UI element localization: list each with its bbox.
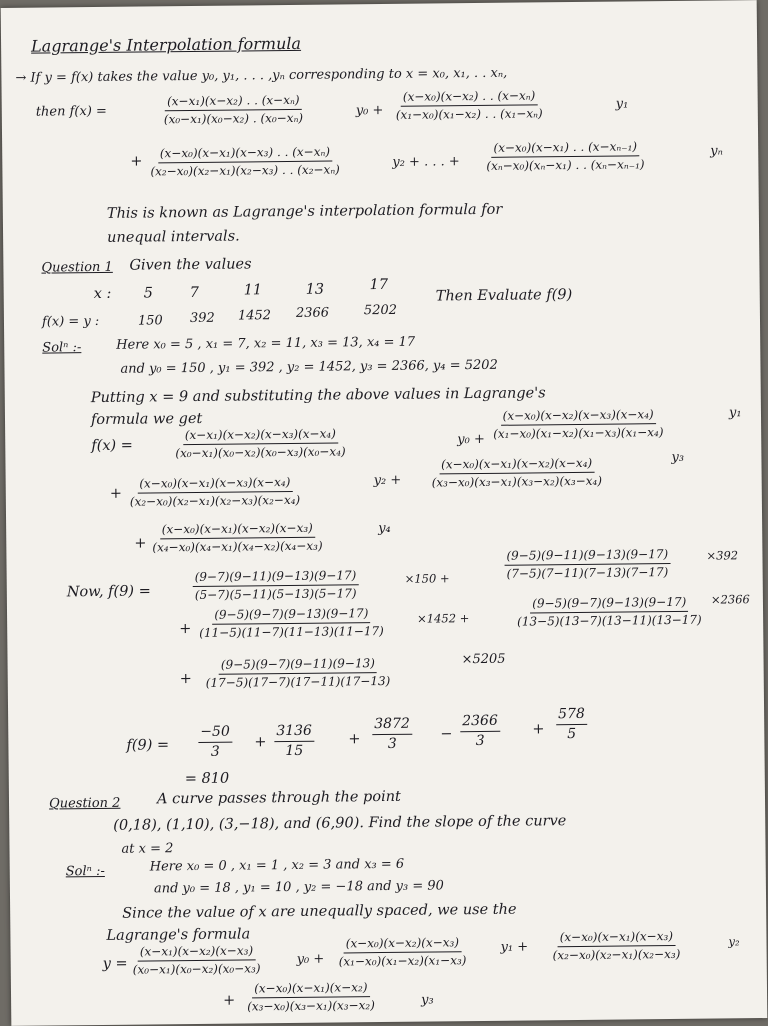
intro-term-0 <box>162 93 306 127</box>
numerator: (9−7)(9−11)(9−13)(9−17) <box>193 568 359 587</box>
numerator: −50 <box>198 724 232 743</box>
q1-result-term-1 <box>274 723 314 760</box>
denominator: (x₁−x₀)(x₁−x₂) . . (x₁−xₙ) <box>395 106 543 122</box>
denominator: (x₃−x₀)(x₃−x₁)(x₃−x₂) <box>247 998 375 1014</box>
q2-formula-term-1-y: y₁ + <box>500 939 529 955</box>
q2-solution-label: Solⁿ :- <box>65 863 105 880</box>
q1-now: Now, f(9) = <box>66 583 151 601</box>
q2-and-y: and y₀ = 18 , y₁ = 10 , y₂ = −18 and y₃ = 90 <box>153 878 444 897</box>
intro-term-1-y: y₁ <box>615 96 629 112</box>
q1-putting-2: formula we get <box>90 410 203 429</box>
q1-formula-term-0 <box>173 426 348 461</box>
page-title: Lagrange's Interpolation formula <box>30 33 302 56</box>
q1-putting-1: Putting x = 9 and substituting the above values in Lagrange's <box>90 385 546 407</box>
q2-heading: Question 2 <box>48 795 121 812</box>
q1-formula-term-4 <box>150 521 325 556</box>
denominator: 15 <box>285 742 304 760</box>
numerator: (9−5)(9−7)(9−13)(9−17) <box>212 606 370 625</box>
denominator: 3 <box>387 735 397 752</box>
q2-line-2: (0,18), (1,10), (3,−18), and (6,90). Find the slope of the curve <box>113 813 567 834</box>
q1-substitution-term-2-mul: ×1452 + <box>417 611 470 626</box>
numerator: (x−x₀)(x−x₁)(x−x₃) <box>558 929 675 947</box>
q1-here: Here x₀ = 5 , x₁ = 7, x₂ = 11, x₃ = 13, x₄ = 17 <box>116 334 416 353</box>
numerator: (x−x₁)(x−x₂)(x−x₃) <box>138 943 255 961</box>
q2-here: Here x₀ = 0 , x₁ = 1 , x₂ = 3 and x₃ = 6 <box>149 856 405 875</box>
q1-formula-term-0-y: y₀ + <box>457 431 485 448</box>
numerator: 578 <box>556 706 587 725</box>
q1-y-value: 392 <box>189 310 215 327</box>
numerator: (x−x₀)(x−x₁)(x−x₃) . . (x−xₙ) <box>158 145 332 164</box>
intro-term-1 <box>394 88 545 123</box>
q1-plus: + <box>179 671 192 688</box>
q1-formula-term-4-y: y₄ <box>378 520 391 537</box>
q1-plus: + <box>134 535 147 552</box>
q2-since-1: Since the value of x are unequally spaced, we use the <box>122 901 517 922</box>
q1-substitution-term-4-mul: ×5205 <box>461 651 506 668</box>
numerator: (x−x₀)(x−x₂) . . (x−xₙ) <box>401 88 538 106</box>
q1-result-plus: + <box>348 731 361 748</box>
denominator: (17−5)(17−7)(17−11)(17−13) <box>205 673 391 690</box>
q1-substitution-term-0 <box>193 568 359 603</box>
denominator: (x₂−x₀)(x₂−x₁)(x₂−x₃) . . (x₂−xₙ) <box>150 162 340 179</box>
denominator: (13−5)(13−7)(13−11)(13−17) <box>517 612 702 629</box>
q1-y-label: f(x) = y : <box>41 313 100 330</box>
q1-plus: + <box>179 621 192 638</box>
numerator: (9−5)(9−11)(9−13)(9−17) <box>504 547 670 566</box>
q1-formula-term-1 <box>491 407 666 442</box>
intro-term-2 <box>148 144 342 179</box>
q1-y-value: 2366 <box>295 305 330 321</box>
numerator: (x−x₁)(x−x₂)(x−x₃)(x−x₄) <box>183 426 338 445</box>
numerator: (x−x₁)(x−x₂) . . (x−xₙ) <box>165 93 302 111</box>
denominator: (7−5)(7−11)(7−13)(7−17) <box>506 565 669 581</box>
q1-fx: f(x) = <box>91 437 133 455</box>
q1-result-term-3 <box>460 713 500 750</box>
denominator: (x₀−x₁)(x₀−x₂)(x₀−x₃) <box>132 961 261 977</box>
q1-result-term-2 <box>372 716 412 753</box>
intro-plus: + <box>130 153 143 170</box>
q1-result-term-4 <box>556 706 587 743</box>
q1-y-value: 5202 <box>363 302 398 319</box>
intro-term-n-y: yₙ <box>710 143 723 159</box>
q1-formula-term-1-y: y₁ <box>728 405 742 421</box>
q1-result: = 810 <box>184 770 230 788</box>
q1-f9: f(9) = <box>126 737 170 754</box>
q1-y-value: 150 <box>137 313 163 329</box>
q1-heading: Question 1 <box>41 259 113 276</box>
denominator: 5 <box>567 726 577 743</box>
q1-x-value: 13 <box>305 281 325 298</box>
numerator: (9−5)(9−7)(9−13)(9−17) <box>530 595 688 614</box>
intro-term-n <box>484 139 646 174</box>
q1-substitution-term-2 <box>197 606 386 641</box>
denominator: (x₁−x₀)(x₁−x₂)(x₁−x₃) <box>338 953 467 969</box>
q2-line-1: A curve passes through the point <box>156 788 401 808</box>
numerator: (x−x₀)(x−x₁) . . (x−xₙ₋₁) <box>491 139 639 158</box>
q1-formula-term-2 <box>128 475 303 510</box>
q1-result-plus: + <box>532 721 545 738</box>
numerator: (x−x₀)(x−x₁)(x−x₃)(x−x₄) <box>137 475 292 494</box>
q1-substitution-term-1 <box>504 547 670 582</box>
denominator: (x₃−x₀)(x₃−x₁)(x₃−x₂)(x₃−x₄) <box>431 473 603 490</box>
q1-plus: + <box>109 485 123 502</box>
intro-known-2: unequal intervals. <box>107 228 240 246</box>
q2-formula-term-3-y: y₃ <box>421 992 434 1008</box>
q1-y-value: 1452 <box>237 308 272 324</box>
q1-x-value: 17 <box>369 276 389 294</box>
q1-formula-term-3-y: y₃ <box>671 449 685 465</box>
q2-formula-term-0-y: y₀ + <box>296 951 325 967</box>
denominator: (xₙ−x₀)(xₙ−x₁) . . (xₙ−xₙ₋₁) <box>486 157 645 173</box>
q2-formula-term-2 <box>550 929 682 963</box>
q1-formula-term-3 <box>429 456 604 491</box>
q1-x-label: x : <box>93 285 112 303</box>
denominator: (x₂−x₀)(x₂−x₁)(x₂−x₃) <box>552 946 681 963</box>
q1-solution-label: Solⁿ :- <box>42 340 82 356</box>
q1-result-term-0 <box>198 724 232 761</box>
q1-and-y: and y₀ = 150 , y₁ = 392 , y₂ = 1452, y₃ = 2366, y₄ = 5202 <box>120 357 498 377</box>
q1-substitution-term-4 <box>204 656 393 691</box>
q1-substitution-term-0-mul: ×150 + <box>404 571 450 586</box>
q1-x-value: 5 <box>143 285 154 302</box>
q2-line-3: at x = 2 <box>121 841 174 857</box>
q1-given: Given the values <box>129 256 252 274</box>
notebook-page <box>1 0 768 1026</box>
denominator: (x₂−x₀)(x₂−x₁)(x₂−x₃)(x₂−x₄) <box>129 492 301 509</box>
intro-known-1: This is known as Lagrange's interpolation formula for <box>106 201 503 222</box>
numerator: (x−x₀)(x−x₁)(x−x₂)(x−x₃) <box>160 521 315 540</box>
numerator: (9−5)(9−7)(9−11)(9−13) <box>219 656 377 675</box>
q1-result-minus: − <box>440 726 453 743</box>
q2-since-2: Lagrange's formula <box>106 926 251 944</box>
q1-evaluate: Then Evaluate f(9) <box>435 287 573 305</box>
numerator: 3872 <box>372 716 412 735</box>
numerator: (x−x₀)(x−x₁)(x−x₂) <box>252 980 369 998</box>
q2-formula-term-2-y: y₂ <box>728 934 740 949</box>
numerator: 2366 <box>460 713 500 732</box>
q2-formula-term-3 <box>245 980 377 1014</box>
numerator: (x−x₀)(x−x₂)(x−x₃) <box>344 935 461 953</box>
numerator: 3136 <box>274 723 314 742</box>
q1-x-value: 7 <box>189 284 200 302</box>
denominator: (x₀−x₁)(x₀−x₂)(x₀−x₃)(x₀−x₄) <box>175 444 346 461</box>
intro-line-1: → If y = f(x) takes the value y₀, y₁, . . . ,yₙ corresponding to x = x₀, x₁, . . xₙ, <box>15 65 508 86</box>
q2-formula-term-0 <box>131 943 263 977</box>
q2-y-eq: y = <box>102 955 128 972</box>
denominator: 3 <box>475 732 485 750</box>
q1-formula-term-2-y: y₂ + <box>373 472 402 489</box>
numerator: (x−x₀)(x−x₂)(x−x₃)(x−x₄) <box>501 407 656 426</box>
denominator: (x₄−x₀)(x₄−x₁)(x₄−x₂)(x₄−x₃) <box>152 538 323 555</box>
q2-formula-term-1 <box>336 935 468 969</box>
numerator: (x−x₀)(x−x₁)(x−x₂)(x−x₄) <box>439 456 594 475</box>
q1-substitution-term-3 <box>515 595 704 630</box>
q2-plus: + <box>223 992 236 1009</box>
intro-term-2-y: y₂ + . . . + <box>392 154 460 170</box>
intro-then: then f(x) = <box>35 103 107 120</box>
denominator: (11−5)(11−7)(11−13)(11−17) <box>199 624 384 640</box>
denominator: 3 <box>210 743 220 760</box>
denominator: (x₀−x₁)(x₀−x₂) . (x₀−xₙ) <box>163 110 304 127</box>
denominator: (5−7)(5−11)(5−13)(5−17) <box>194 586 357 602</box>
intro-term-0-y: y₀ + <box>355 102 384 119</box>
q1-x-value: 11 <box>243 282 263 299</box>
q1-result-plus: + <box>254 734 267 751</box>
denominator: (x₁−x₀)(x₁−x₂)(x₁−x₃)(x₁−x₄) <box>493 425 664 441</box>
q1-substitution-term-1-mul: ×392 <box>706 548 739 563</box>
q1-substitution-term-3-mul: ×2366 <box>710 592 750 607</box>
